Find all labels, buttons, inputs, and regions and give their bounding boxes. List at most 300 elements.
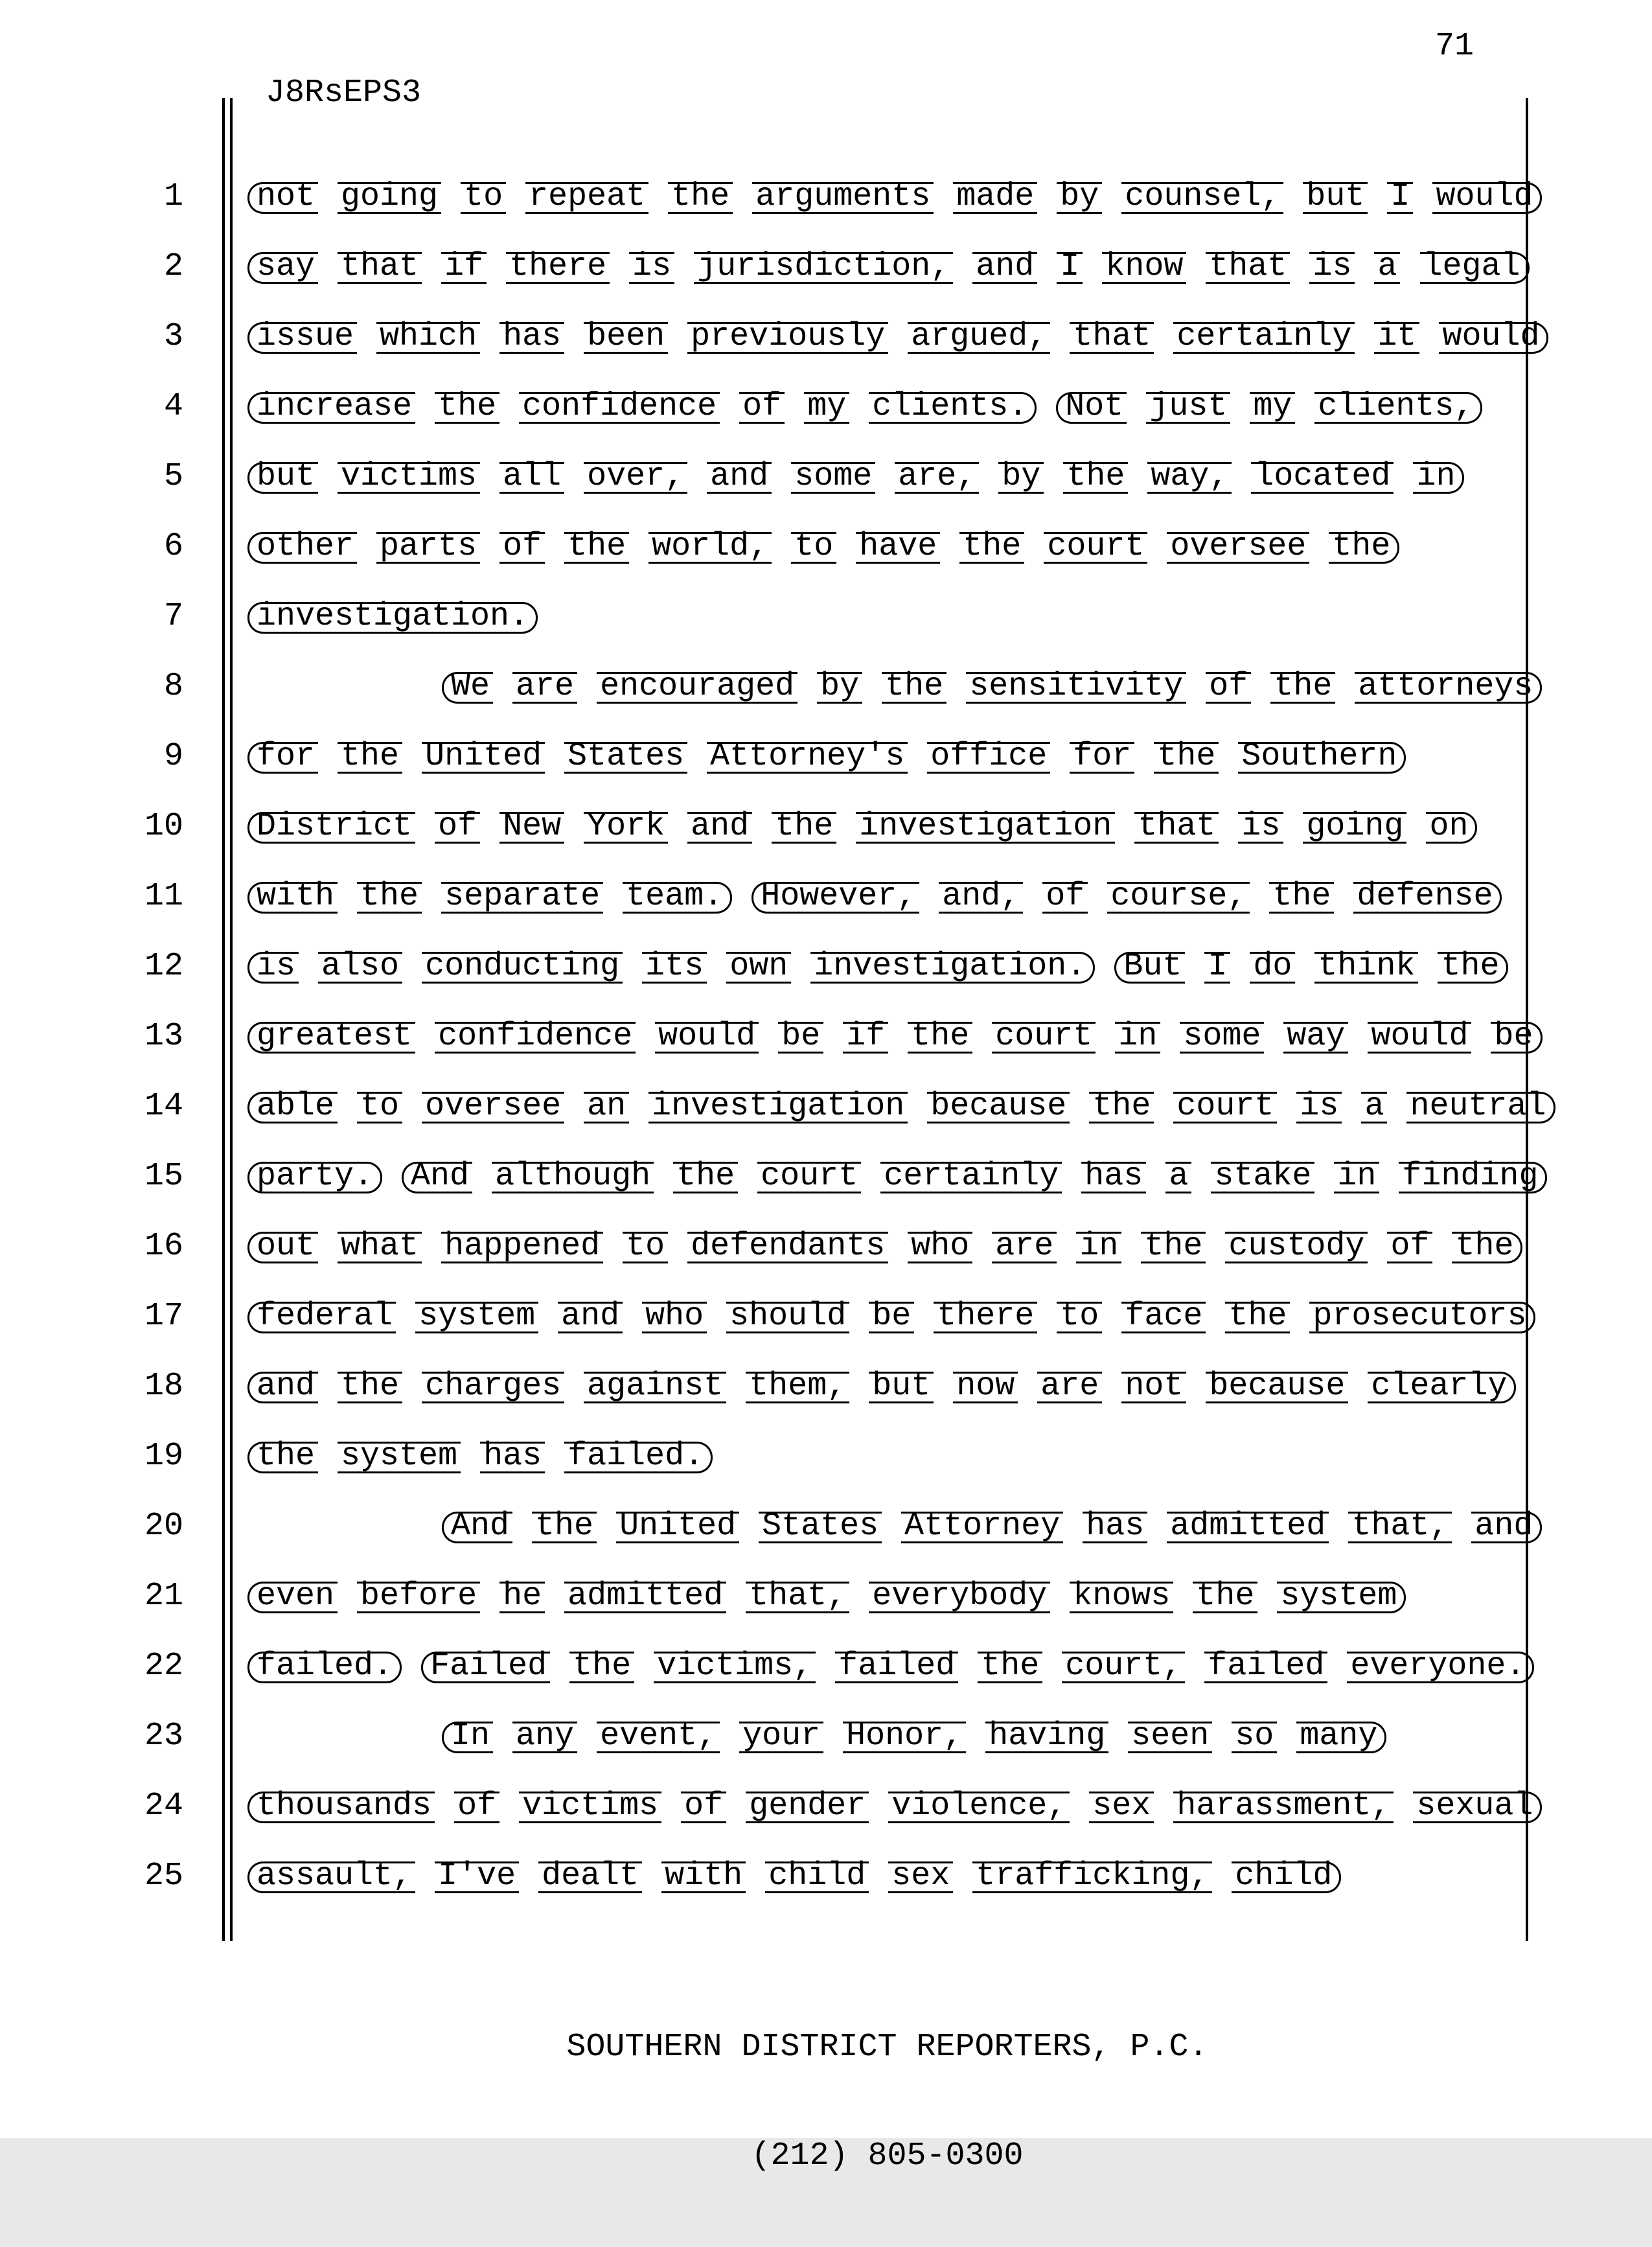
sentence-segment-box: [442, 668, 1542, 705]
boxed-word: child: [765, 1861, 869, 1893]
transcript-line: [0, 1352, 1652, 1422]
boxed-word: made: [953, 182, 1037, 214]
line-text: [247, 512, 1399, 582]
boxed-word: with: [247, 882, 338, 914]
boxed-word: the: [1141, 1232, 1206, 1263]
boxed-word: And: [442, 1512, 512, 1543]
transcript-line: [0, 792, 1652, 862]
sentence-segment-box: [247, 528, 1399, 565]
boxed-word: with: [661, 1861, 746, 1893]
boxed-word: of: [499, 532, 545, 564]
boxed-word: world,: [648, 532, 772, 564]
line-text: [247, 1212, 1522, 1282]
line-text: [247, 722, 1406, 792]
boxed-word: of: [1042, 882, 1088, 914]
boxed-word: other: [247, 532, 357, 564]
boxed-word: event,: [597, 1722, 720, 1753]
boxed-word: way,: [1147, 462, 1232, 494]
boxed-word: investigation: [856, 812, 1115, 844]
transcript-line: [0, 302, 1652, 372]
transcript-line: [0, 1492, 1652, 1561]
boxed-word: failed.: [564, 1442, 713, 1473]
boxed-word: finding: [1399, 1162, 1547, 1193]
sentence-segment-box: [247, 1298, 1535, 1335]
boxed-word: And: [402, 1162, 472, 1193]
boxed-word: are,: [895, 462, 979, 494]
boxed-word: of: [1387, 1232, 1432, 1263]
line-text: [247, 792, 1477, 862]
boxed-word: failed: [1204, 1652, 1327, 1683]
transcript-line: [0, 652, 1652, 722]
boxed-word: by: [1057, 182, 1102, 214]
boxed-word: going: [338, 182, 441, 214]
boxed-word: repeat: [525, 182, 648, 214]
boxed-word: victims: [519, 1792, 661, 1823]
boxed-word: there: [506, 252, 610, 284]
boxed-word: sex: [1089, 1792, 1154, 1823]
boxed-word: has: [499, 322, 564, 354]
line-number: 3: [163, 318, 183, 355]
boxed-word: are: [512, 672, 577, 704]
sentence-segment-box: [247, 1788, 1542, 1825]
line-text: [247, 232, 1530, 302]
boxed-word: counsel,: [1121, 182, 1283, 214]
line-text: [247, 162, 1542, 232]
boxed-word: court: [992, 1022, 1096, 1054]
boxed-word: he: [499, 1582, 545, 1613]
boxed-word: and: [247, 1372, 318, 1403]
boxed-word: in: [1115, 1022, 1160, 1054]
boxed-word: but: [869, 1372, 934, 1403]
boxed-word: the: [668, 182, 733, 214]
boxed-word: the: [772, 812, 836, 844]
boxed-word: do: [1250, 952, 1295, 984]
line-number: 4: [163, 388, 183, 425]
boxed-word: know: [1102, 252, 1186, 284]
boxed-word: your: [739, 1722, 823, 1753]
boxed-word: a: [1374, 252, 1400, 284]
boxed-word: the: [338, 1372, 402, 1403]
boxed-word: previously: [687, 322, 888, 354]
boxed-word: certainly: [880, 1162, 1062, 1193]
boxed-word: even: [247, 1582, 338, 1613]
line-number: 10: [144, 808, 183, 845]
boxed-word: be: [1491, 1022, 1542, 1054]
line-number: 5: [163, 458, 183, 495]
boxed-word: of: [1206, 672, 1251, 704]
boxed-word: would: [1439, 322, 1548, 354]
boxed-word: clearly: [1368, 1372, 1516, 1403]
boxed-word: have: [856, 532, 940, 564]
boxed-word: that,: [746, 1582, 849, 1613]
transcript-line: [0, 372, 1652, 442]
sentence-segment-box: [421, 1648, 1534, 1685]
sentence-segment-box: [247, 1228, 1522, 1265]
boxed-word: say: [247, 252, 318, 284]
line-text: [247, 1561, 1406, 1631]
line-number: 25: [144, 1858, 183, 1895]
line-number: 6: [163, 528, 183, 565]
boxed-word: to: [461, 182, 506, 214]
boxed-word: for: [1070, 742, 1134, 774]
boxed-word: in: [1076, 1232, 1121, 1263]
line-text: [442, 1492, 1542, 1561]
boxed-word: United: [422, 742, 545, 774]
boxed-word: of: [681, 1792, 726, 1823]
boxed-word: thousands: [247, 1792, 435, 1823]
boxed-word: In: [442, 1722, 493, 1753]
boxed-word: able: [247, 1092, 338, 1124]
line-number: 8: [163, 668, 183, 705]
line-text: [247, 932, 1508, 1002]
boxed-word: the: [564, 532, 629, 564]
boxed-word: the: [1063, 462, 1128, 494]
boxed-word: District: [247, 812, 415, 844]
boxed-word: court: [1044, 532, 1147, 564]
boxed-word: the: [1452, 1232, 1522, 1263]
transcript-line: [0, 1631, 1652, 1701]
boxed-word: dealt: [538, 1861, 642, 1893]
sentence-segment-box: [247, 1438, 713, 1475]
boxed-word: what: [338, 1232, 422, 1263]
sentence-segment-box: [751, 878, 1502, 915]
boxed-word: by: [817, 672, 862, 704]
sentence-segment-box: [402, 1158, 1547, 1195]
reporter-phone: (212) 805-0300: [751, 2138, 1024, 2174]
boxed-word: charges: [422, 1372, 564, 1403]
boxed-word: the: [1154, 742, 1219, 774]
boxed-word: my: [1250, 392, 1295, 424]
transcript-line: [0, 1212, 1652, 1282]
boxed-word: prosecutors: [1309, 1302, 1535, 1333]
transcript-line: [0, 1282, 1652, 1352]
boxed-word: seen: [1128, 1722, 1212, 1753]
line-text: [247, 1771, 1542, 1841]
transcript-line: [0, 722, 1652, 792]
boxed-word: that,: [1348, 1512, 1452, 1543]
boxed-word: and: [1471, 1512, 1542, 1543]
boxed-word: increase: [247, 392, 415, 424]
line-number: 24: [144, 1788, 183, 1825]
boxed-word: However,: [751, 882, 919, 914]
sentence-segment-box: [247, 1648, 402, 1685]
transcript-line: [0, 232, 1652, 302]
sentence-segment-box: [247, 808, 1477, 845]
boxed-word: admitted: [1167, 1512, 1329, 1543]
boxed-word: that: [1206, 252, 1290, 284]
boxed-word: sexual: [1413, 1792, 1542, 1823]
line-text: [442, 652, 1542, 722]
boxed-word: are: [1037, 1372, 1102, 1403]
sentence-segment-box: [1114, 948, 1508, 985]
transcript-line: [0, 582, 1652, 652]
boxed-word: defense: [1353, 882, 1502, 914]
boxed-word: all: [499, 462, 564, 494]
boxed-word: I: [1387, 182, 1413, 214]
boxed-word: federal: [247, 1302, 396, 1333]
line-number: 15: [144, 1158, 183, 1195]
boxed-word: the: [1089, 1092, 1154, 1124]
boxed-word: although: [492, 1162, 654, 1193]
sentence-segment-box: [1056, 388, 1482, 425]
reporter-footer: [247, 1957, 1527, 2247]
boxed-word: trafficking,: [972, 1861, 1212, 1893]
boxed-word: Southern: [1238, 742, 1406, 774]
boxed-word: New: [499, 812, 564, 844]
boxed-word: should: [726, 1302, 849, 1333]
boxed-word: also: [318, 952, 402, 984]
boxed-word: are: [992, 1232, 1057, 1263]
boxed-word: jurisdiction,: [694, 252, 953, 284]
boxed-word: conducting: [422, 952, 623, 984]
boxed-word: issue: [247, 322, 357, 354]
boxed-word: so: [1232, 1722, 1277, 1753]
boxed-word: many: [1296, 1722, 1386, 1753]
boxed-word: system: [1277, 1582, 1406, 1613]
boxed-word: would: [655, 1022, 759, 1054]
sentence-segment-box: [247, 458, 1464, 495]
boxed-word: I: [1204, 952, 1230, 984]
line-number: 18: [144, 1368, 183, 1405]
sentence-segment-box: [247, 1158, 382, 1195]
boxed-word: by: [998, 462, 1044, 494]
boxed-word: confidence: [435, 1022, 636, 1054]
boxed-word: who: [642, 1302, 707, 1333]
line-text: [247, 1002, 1543, 1072]
boxed-word: the: [882, 672, 946, 704]
boxed-word: now: [953, 1372, 1018, 1403]
boxed-word: and: [972, 252, 1037, 284]
boxed-word: legal: [1420, 252, 1530, 284]
boxed-word: harassment,: [1173, 1792, 1394, 1823]
transcript-line: [0, 1701, 1652, 1771]
boxed-word: the: [1193, 1582, 1257, 1613]
boxed-word: custody: [1225, 1232, 1368, 1263]
boxed-word: victims: [338, 462, 480, 494]
boxed-word: Honor,: [843, 1722, 966, 1753]
line-number: 17: [144, 1298, 183, 1335]
boxed-word: oversee: [1167, 532, 1309, 564]
document-id-header: J8RsEPS3: [266, 75, 422, 111]
sentence-segment-box: [247, 1578, 1406, 1615]
boxed-word: way: [1283, 1022, 1348, 1054]
transcript-line: [0, 512, 1652, 582]
boxed-word: the: [1438, 952, 1508, 984]
transcript-line: [0, 1422, 1652, 1492]
line-text: [247, 442, 1464, 512]
boxed-word: any: [512, 1722, 577, 1753]
line-text: [247, 862, 1502, 932]
boxed-word: it: [1374, 322, 1419, 354]
sentence-segment-box: [247, 1018, 1543, 1055]
boxed-word: of: [435, 812, 480, 844]
boxed-word: in: [1413, 462, 1464, 494]
line-number: 7: [163, 598, 183, 635]
boxed-word: face: [1121, 1302, 1206, 1333]
boxed-word: neutral: [1406, 1092, 1555, 1124]
boxed-word: court: [1173, 1092, 1277, 1124]
boxed-word: has: [1081, 1162, 1146, 1193]
boxed-word: victims,: [654, 1652, 816, 1683]
boxed-word: investigation.: [247, 602, 538, 634]
boxed-word: admitted: [564, 1582, 726, 1613]
boxed-word: to: [623, 1232, 668, 1263]
boxed-word: the: [1225, 1302, 1290, 1333]
boxed-word: there: [934, 1302, 1037, 1333]
boxed-word: Attorney: [901, 1512, 1063, 1543]
boxed-word: the: [959, 532, 1024, 564]
boxed-word: defendants: [687, 1232, 888, 1263]
boxed-word: the: [978, 1652, 1042, 1683]
boxed-word: certainly: [1173, 322, 1355, 354]
line-text: [247, 1142, 1547, 1212]
boxed-word: sex: [888, 1861, 953, 1893]
boxed-word: the: [532, 1512, 597, 1543]
boxed-word: the: [1269, 882, 1334, 914]
line-text: [247, 582, 538, 652]
transcript-line: [0, 862, 1652, 932]
line-text: [247, 1422, 713, 1492]
boxed-word: because: [1206, 1372, 1348, 1403]
boxed-word: is: [1309, 252, 1355, 284]
boxed-word: which: [376, 322, 480, 354]
transcript-line: [0, 932, 1652, 1002]
line-text: [247, 1631, 1534, 1701]
line-number: 13: [144, 1018, 183, 1055]
boxed-word: I've: [435, 1861, 519, 1893]
boxed-word: argued,: [908, 322, 1050, 354]
boxed-word: that: [1134, 812, 1219, 844]
boxed-word: is: [629, 252, 674, 284]
page-number: 71: [1435, 28, 1474, 65]
boxed-word: and: [558, 1302, 623, 1333]
boxed-word: happened: [441, 1232, 603, 1263]
boxed-word: knows: [1070, 1582, 1173, 1613]
boxed-word: States: [759, 1512, 882, 1543]
sentence-segment-box: [247, 318, 1548, 355]
boxed-word: own: [726, 952, 791, 984]
line-number: 19: [144, 1438, 183, 1475]
boxed-word: having: [985, 1722, 1108, 1753]
boxed-word: is: [1296, 1092, 1342, 1124]
boxed-word: system: [415, 1302, 538, 1333]
boxed-word: because: [927, 1092, 1070, 1124]
boxed-word: an: [584, 1092, 629, 1124]
boxed-word: clients,: [1314, 392, 1482, 424]
boxed-word: violence,: [888, 1792, 1070, 1823]
boxed-word: oversee: [422, 1092, 564, 1124]
boxed-word: clients.: [869, 392, 1037, 424]
boxed-word: but: [247, 462, 318, 494]
boxed-word: would: [1432, 182, 1542, 214]
boxed-word: stake: [1211, 1162, 1314, 1193]
boxed-word: separate: [441, 882, 603, 914]
line-text: [247, 1282, 1535, 1352]
boxed-word: some: [791, 462, 875, 494]
boxed-word: against: [584, 1372, 726, 1403]
line-number: 1: [163, 178, 183, 215]
line-number: 9: [163, 738, 183, 775]
boxed-word: to: [791, 532, 836, 564]
boxed-word: located: [1251, 462, 1394, 494]
boxed-word: would: [1368, 1022, 1471, 1054]
boxed-word: States: [564, 742, 687, 774]
sentence-segment-box: [247, 948, 1095, 985]
boxed-word: but: [1303, 182, 1368, 214]
boxed-word: investigation: [648, 1092, 908, 1124]
boxed-word: some: [1180, 1022, 1264, 1054]
boxed-word: the: [908, 1022, 972, 1054]
boxed-word: the: [247, 1442, 318, 1473]
boxed-word: has: [1083, 1512, 1147, 1543]
boxed-word: for: [247, 742, 318, 774]
boxed-word: failed.: [247, 1652, 402, 1683]
reporter-name: SOUTHERN DISTRICT REPORTERS, P.C.: [566, 2029, 1208, 2066]
boxed-word: failed: [835, 1652, 958, 1683]
boxed-word: Attorney's: [707, 742, 908, 774]
boxed-word: confidence: [519, 392, 720, 424]
line-number: 2: [163, 248, 183, 285]
boxed-word: think: [1314, 952, 1418, 984]
boxed-word: I: [1057, 252, 1083, 284]
sentence-segment-box: [247, 178, 1542, 215]
boxed-word: parts: [376, 532, 480, 564]
sentence-segment-box: [247, 248, 1530, 285]
line-number: 11: [144, 878, 183, 915]
boxed-word: to: [1057, 1302, 1102, 1333]
boxed-word: to: [357, 1092, 402, 1124]
boxed-word: them,: [746, 1372, 849, 1403]
boxed-word: the: [435, 392, 499, 424]
boxed-word: team.: [623, 882, 732, 914]
line-number: 12: [144, 948, 183, 985]
boxed-word: that: [1070, 322, 1154, 354]
sentence-segment-box: [247, 1088, 1555, 1125]
boxed-word: child: [1232, 1861, 1341, 1893]
line-text: [247, 1841, 1341, 1911]
boxed-word: of: [454, 1792, 499, 1823]
boxed-word: arguments: [752, 182, 934, 214]
line-number: 14: [144, 1088, 183, 1125]
boxed-word: be: [778, 1022, 823, 1054]
line-text: [442, 1701, 1386, 1771]
boxed-word: of: [739, 392, 785, 424]
boxed-word: if: [441, 252, 487, 284]
boxed-word: who: [908, 1232, 972, 1263]
sentence-segment-box: [247, 878, 732, 915]
boxed-word: and: [707, 462, 772, 494]
boxed-word: office: [927, 742, 1050, 774]
boxed-word: We: [442, 672, 493, 704]
transcript-line: [0, 1841, 1652, 1911]
boxed-word: just: [1146, 392, 1230, 424]
boxed-word: the: [1329, 532, 1399, 564]
line-text: [247, 372, 1482, 442]
line-number: 23: [144, 1718, 183, 1755]
boxed-word: on: [1426, 812, 1477, 844]
boxed-word: that: [338, 252, 422, 284]
transcript-line: [0, 442, 1652, 512]
sentence-segment-box: [247, 1368, 1516, 1405]
boxed-word: be: [869, 1302, 914, 1333]
boxed-word: been: [584, 322, 668, 354]
boxed-word: court: [757, 1162, 861, 1193]
line-text: [247, 1352, 1516, 1422]
boxed-word: Failed: [421, 1652, 550, 1683]
transcript-line: [0, 162, 1652, 232]
boxed-word: system: [338, 1442, 461, 1473]
boxed-word: is: [1238, 812, 1283, 844]
